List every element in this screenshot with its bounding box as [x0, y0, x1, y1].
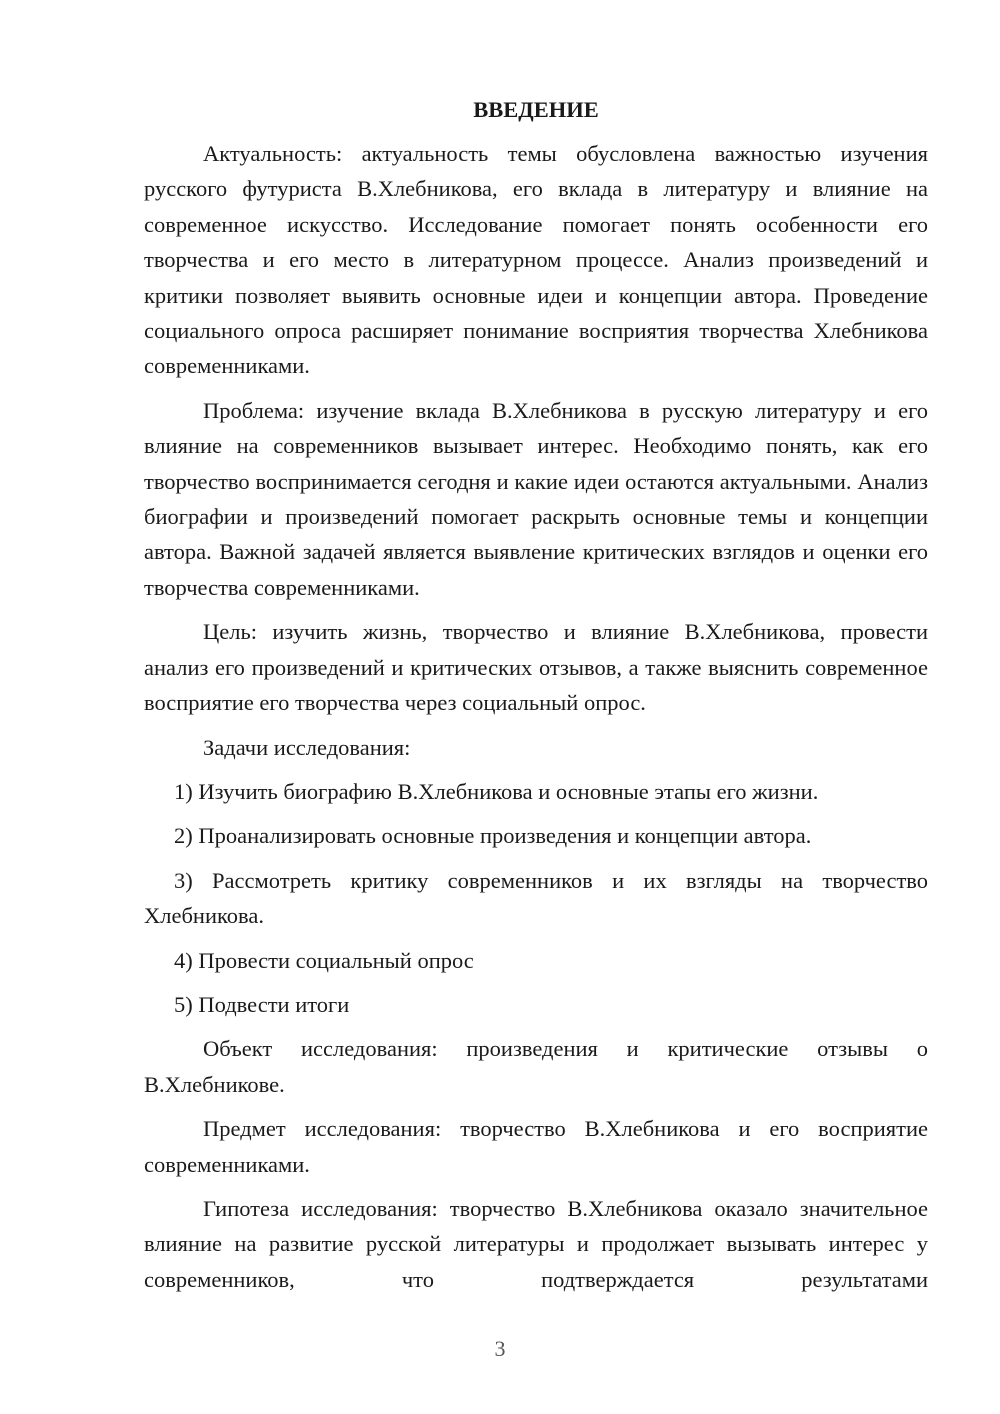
- paragraph-hypothesis: Гипотеза исследования: творчество В.Хлебникова оказало значительное влияние на развитие русской литературы и продолжает вызывать интерес у современников, что подтверждается результатами: [144, 1195, 928, 1292]
- section-title: ВВЕДЕНИЕ: [473, 97, 599, 122]
- page-number: 3: [494, 1336, 506, 1361]
- paragraph-object: Объект исследования: произведения и критические отзывы о В.Хлебникове.: [144, 1036, 928, 1097]
- task-item-4: 4) Провести социальный опрос: [174, 947, 474, 973]
- paragraph-goal: Цель: изучить жизнь, творчество и влияние В.Хлебникова, провести анализ его произведений и критических отзывов, а также выяснить современное восприятие его творчества через социальный опрос.: [144, 619, 928, 716]
- paragraph-relevance: Актуальность: актуальность темы обусловлена важностью изучения русского футуриста В.Хлебникова, его вклада в литературу и влияние на современное искусство. Исследование помогает понять особенности его творчества и его место в литературном процессе. Анализ произведений и критики позволяет выявить основные идеи и концепции автора. Проведение социального опроса расширяет понимание восприятия творчества Хлебникова современниками.: [144, 141, 928, 379]
- task-item-1: 1) Изучить биографию В.Хлебникова и основные этапы его жизни.: [174, 778, 819, 804]
- paragraph-problem: Проблема: изучение вклада В.Хлебникова в русскую литературу и его влияние на современников вызывает интерес. Необходимо понять, как его творчество воспринимается сегодня и какие идеи остаются актуальными. Анализ биографии и произведений помогает раскрыть основные темы и концепции автора. Важной задачей является выявление критических взглядов и оценки его творчества современниками.: [144, 397, 928, 600]
- paragraph-subject: Предмет исследования: творчество В.Хлебникова и его восприятие современниками.: [144, 1116, 928, 1177]
- task-item-3: 3) Рассмотреть критику современников и их взгляды на творчество Хлебникова.: [144, 867, 928, 929]
- task-item-2: 2) Проанализировать основные произведения и концепции автора.: [174, 823, 812, 849]
- paragraph-tasks-heading: Задачи исследования:: [203, 734, 411, 760]
- task-item-5: 5) Подвести итоги: [174, 991, 350, 1017]
- document-page: [144, 92, 928, 1306]
